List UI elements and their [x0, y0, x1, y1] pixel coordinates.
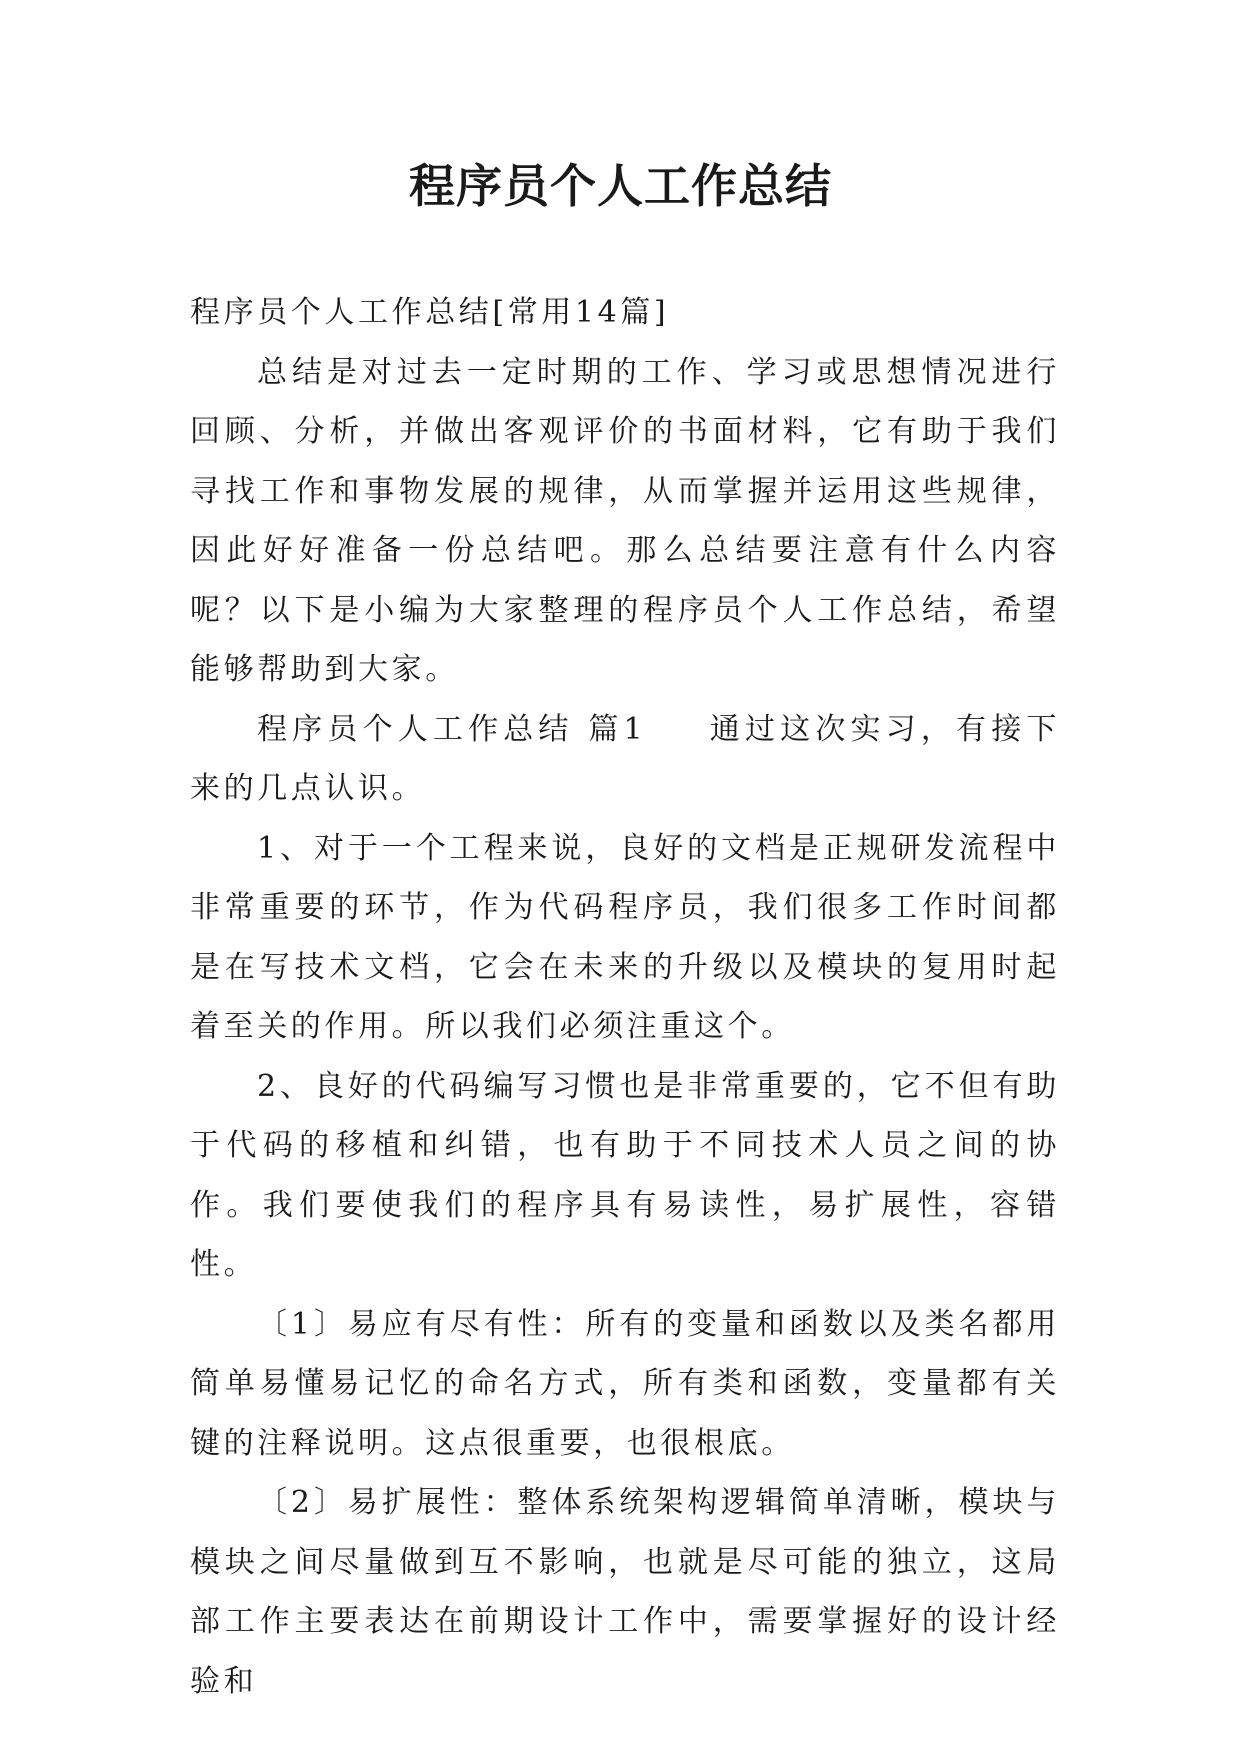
body-paragraph: 1、对于一个工程来说，良好的文档是正规研发流程中非常重要的环节，作为代码程序员，我们很多工作时间都是在写技术文档，它会在未来的升级以及模块的复用时起着至关的作用。所以我们必须注重这个。: [190, 830, 1060, 1044]
section-heading: 程序员个人工作总结 篇1: [257, 711, 647, 747]
intro-paragraph: 总结是对过去一定时期的工作、学习或思想情况进行回顾、分析，并做出客观评价的书面材料，它有助于我们寻找工作和事物发展的规律，从而掌握并运用这些规律，因此好好准备一份总结吧。那么总结要注意有什么内容呢？以下是小编为大家整理的程序员个人工作总结，希望能够帮助到大家。: [190, 354, 1060, 687]
document-subtitle: 程序员个人工作总结[常用14篇]: [190, 295, 670, 330]
section-heading-paragraph: [190, 700, 1060, 819]
document-title: 程序员个人工作总结: [409, 159, 832, 213]
document-body: [190, 283, 1060, 1711]
body-paragraph: 〔1〕易应有尽有性：所有的变量和函数以及类名都用简单易懂易记忆的命名方式，所有类和函数，变量都有关键的注释说明。这点很重要，也很根底。: [190, 1306, 1060, 1461]
body-paragraph: 2、良好的代码编写习惯也是非常重要的，它不但有助于代码的移植和纠错，也有助于不同技术人员之间的协作。我们要使我们的程序具有易读性，易扩展性，容错性。: [190, 1068, 1060, 1282]
section-lead: 通过这次实习，有接下来的几点认识。: [190, 711, 1060, 806]
body-paragraph: 〔2〕易扩展性：整体系统架构逻辑简单清晰，模块与模块之间尽量做到互不影响，也就是尽可能的独立，这局部工作主要表达在前期设计工作中，需要掌握好的设计经验和: [190, 1485, 1060, 1699]
